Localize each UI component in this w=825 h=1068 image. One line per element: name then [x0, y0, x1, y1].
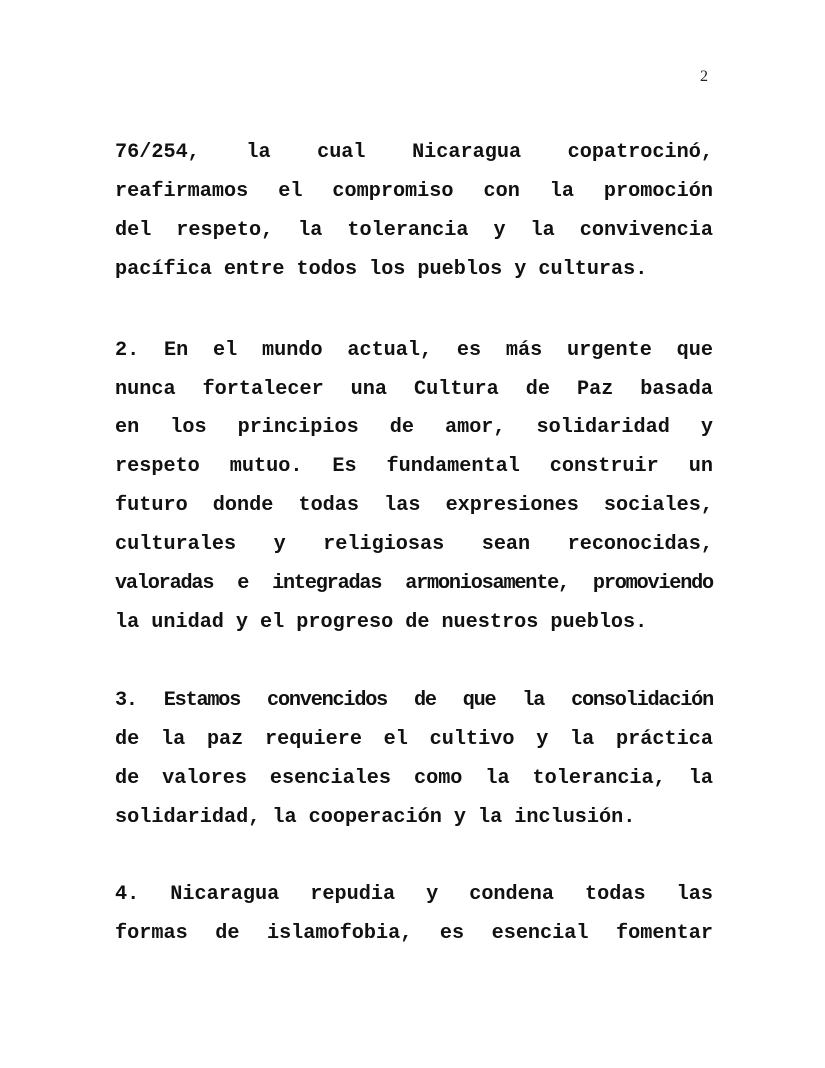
- word: y: [700, 416, 713, 439]
- word: las: [676, 883, 713, 906]
- text-line: [115, 804, 713, 832]
- word: promoción: [603, 180, 713, 203]
- word: culturas.: [538, 258, 648, 281]
- word: reafirmamos: [115, 180, 249, 203]
- word: cual: [317, 141, 366, 164]
- text-line: [115, 492, 713, 520]
- word: 76/254,: [115, 141, 200, 164]
- word: culturales: [115, 533, 237, 556]
- text-line: [115, 570, 713, 598]
- word: de: [525, 378, 550, 401]
- word: nuestros: [441, 611, 539, 634]
- word: que: [676, 339, 713, 362]
- word: entre: [223, 258, 285, 281]
- word: compromiso: [332, 180, 454, 203]
- word: respeto,: [176, 219, 274, 242]
- word: esenciales: [269, 767, 392, 790]
- word: la: [478, 806, 503, 829]
- word: y: [453, 806, 466, 829]
- word: cooperación: [308, 806, 442, 829]
- word: y: [235, 611, 249, 634]
- word: solidaridad,: [115, 806, 261, 829]
- word: es: [456, 339, 482, 362]
- word: pueblos.: [550, 611, 648, 634]
- text-line: [115, 609, 713, 637]
- word: el: [278, 180, 303, 203]
- word: de: [215, 922, 240, 945]
- word: tolerancia,: [532, 767, 666, 790]
- word: Es: [332, 455, 357, 478]
- word: futuro: [115, 494, 188, 517]
- word: la: [298, 219, 323, 242]
- text-line: [115, 687, 713, 715]
- text-line: [115, 920, 713, 948]
- word: integradas: [272, 572, 382, 595]
- word: de: [115, 728, 140, 751]
- word: armoniosamente,: [405, 572, 569, 595]
- word: Nicaragua: [170, 883, 280, 906]
- word: el: [260, 611, 285, 634]
- word: mutuo.: [229, 455, 303, 478]
- word: y: [273, 533, 286, 556]
- word: los: [170, 416, 207, 439]
- word: todas: [585, 883, 646, 906]
- word: la: [246, 141, 271, 164]
- word: repudia: [310, 883, 396, 906]
- word: expresiones: [445, 494, 579, 517]
- word: y: [426, 883, 439, 906]
- word: los: [369, 258, 406, 281]
- text-line: [115, 726, 713, 754]
- word: la: [272, 806, 297, 829]
- word: valores: [162, 767, 247, 790]
- word: copatrocinó,: [567, 141, 713, 164]
- word: esencial: [491, 922, 589, 945]
- word: Paz: [576, 378, 614, 401]
- word: Nicaragua: [412, 141, 522, 164]
- word: de: [405, 611, 430, 634]
- word: respeto: [115, 455, 200, 478]
- text-line: [115, 178, 713, 206]
- word: y: [514, 258, 527, 281]
- word: del: [115, 219, 152, 242]
- word: reconocidas,: [567, 533, 713, 556]
- word: condena: [469, 883, 555, 906]
- word: la: [522, 689, 545, 712]
- word: sean: [481, 533, 531, 556]
- word: valoradas: [115, 572, 214, 595]
- word: la: [688, 767, 713, 790]
- word: pueblos: [417, 258, 503, 281]
- word: 2.: [115, 339, 140, 362]
- word: progreso: [296, 611, 394, 634]
- word: la: [115, 611, 140, 634]
- word: práctica: [616, 728, 713, 751]
- text-line: [115, 337, 713, 365]
- word: consolidación: [571, 689, 713, 712]
- word: promoviendo: [592, 572, 713, 595]
- word: 4.: [115, 883, 140, 906]
- text-line: [115, 881, 713, 909]
- word: pacífica: [115, 258, 212, 281]
- word: más: [505, 339, 543, 362]
- text-line: [115, 531, 713, 559]
- word: de: [389, 416, 414, 439]
- word: cultivo: [429, 728, 515, 751]
- word: tolerancia: [347, 219, 469, 242]
- word: Cultura: [413, 378, 499, 401]
- word: fomentar: [616, 922, 713, 945]
- word: inclusión.: [514, 806, 636, 829]
- word: una: [350, 378, 388, 401]
- page-number: 2: [700, 68, 708, 85]
- word: construir: [549, 455, 659, 478]
- word: donde: [212, 494, 274, 517]
- word: y: [493, 219, 506, 242]
- word: islamofobia,: [266, 922, 413, 945]
- word: fundamental: [386, 455, 520, 478]
- word: las: [384, 494, 421, 517]
- text-line: [115, 256, 713, 284]
- word: fortalecer: [202, 378, 324, 401]
- word: Estamos: [163, 689, 241, 712]
- word: sociales,: [603, 494, 713, 517]
- text-line: [115, 453, 713, 481]
- text-line: [115, 376, 713, 404]
- word: urgente: [567, 339, 652, 362]
- word: la: [530, 219, 555, 242]
- word: e: [237, 572, 249, 595]
- word: de: [115, 767, 140, 790]
- word: religiosas: [323, 533, 445, 556]
- word: principios: [237, 416, 359, 439]
- word: la: [485, 767, 510, 790]
- word: como: [413, 767, 463, 790]
- word: En: [164, 339, 189, 362]
- word: requiere: [265, 728, 362, 751]
- word: el: [383, 728, 408, 751]
- word: con: [483, 180, 520, 203]
- word: un: [688, 455, 713, 478]
- word: convivencia: [579, 219, 713, 242]
- text-line: [115, 139, 713, 167]
- text-line: [115, 414, 713, 442]
- word: de: [413, 689, 436, 712]
- word: mundo: [262, 339, 323, 362]
- word: en: [115, 416, 140, 439]
- text-line: [115, 765, 713, 793]
- word: basada: [640, 378, 713, 401]
- word: y: [536, 728, 549, 751]
- word: convencidos: [267, 689, 388, 712]
- word: solidaridad: [536, 416, 670, 439]
- word: nunca: [115, 378, 176, 401]
- word: que: [462, 689, 496, 712]
- word: el: [213, 339, 238, 362]
- word: todas: [298, 494, 360, 517]
- word: formas: [115, 922, 188, 945]
- text-line: [115, 217, 713, 245]
- word: paz: [206, 728, 244, 751]
- word: amor,: [444, 416, 506, 439]
- word: unidad: [151, 611, 224, 634]
- word: actual,: [347, 339, 433, 362]
- word: 3.: [115, 689, 137, 712]
- word: la: [570, 728, 595, 751]
- word: es: [439, 922, 465, 945]
- word: todos: [296, 258, 358, 281]
- word: la: [549, 180, 574, 203]
- word: la: [160, 728, 186, 751]
